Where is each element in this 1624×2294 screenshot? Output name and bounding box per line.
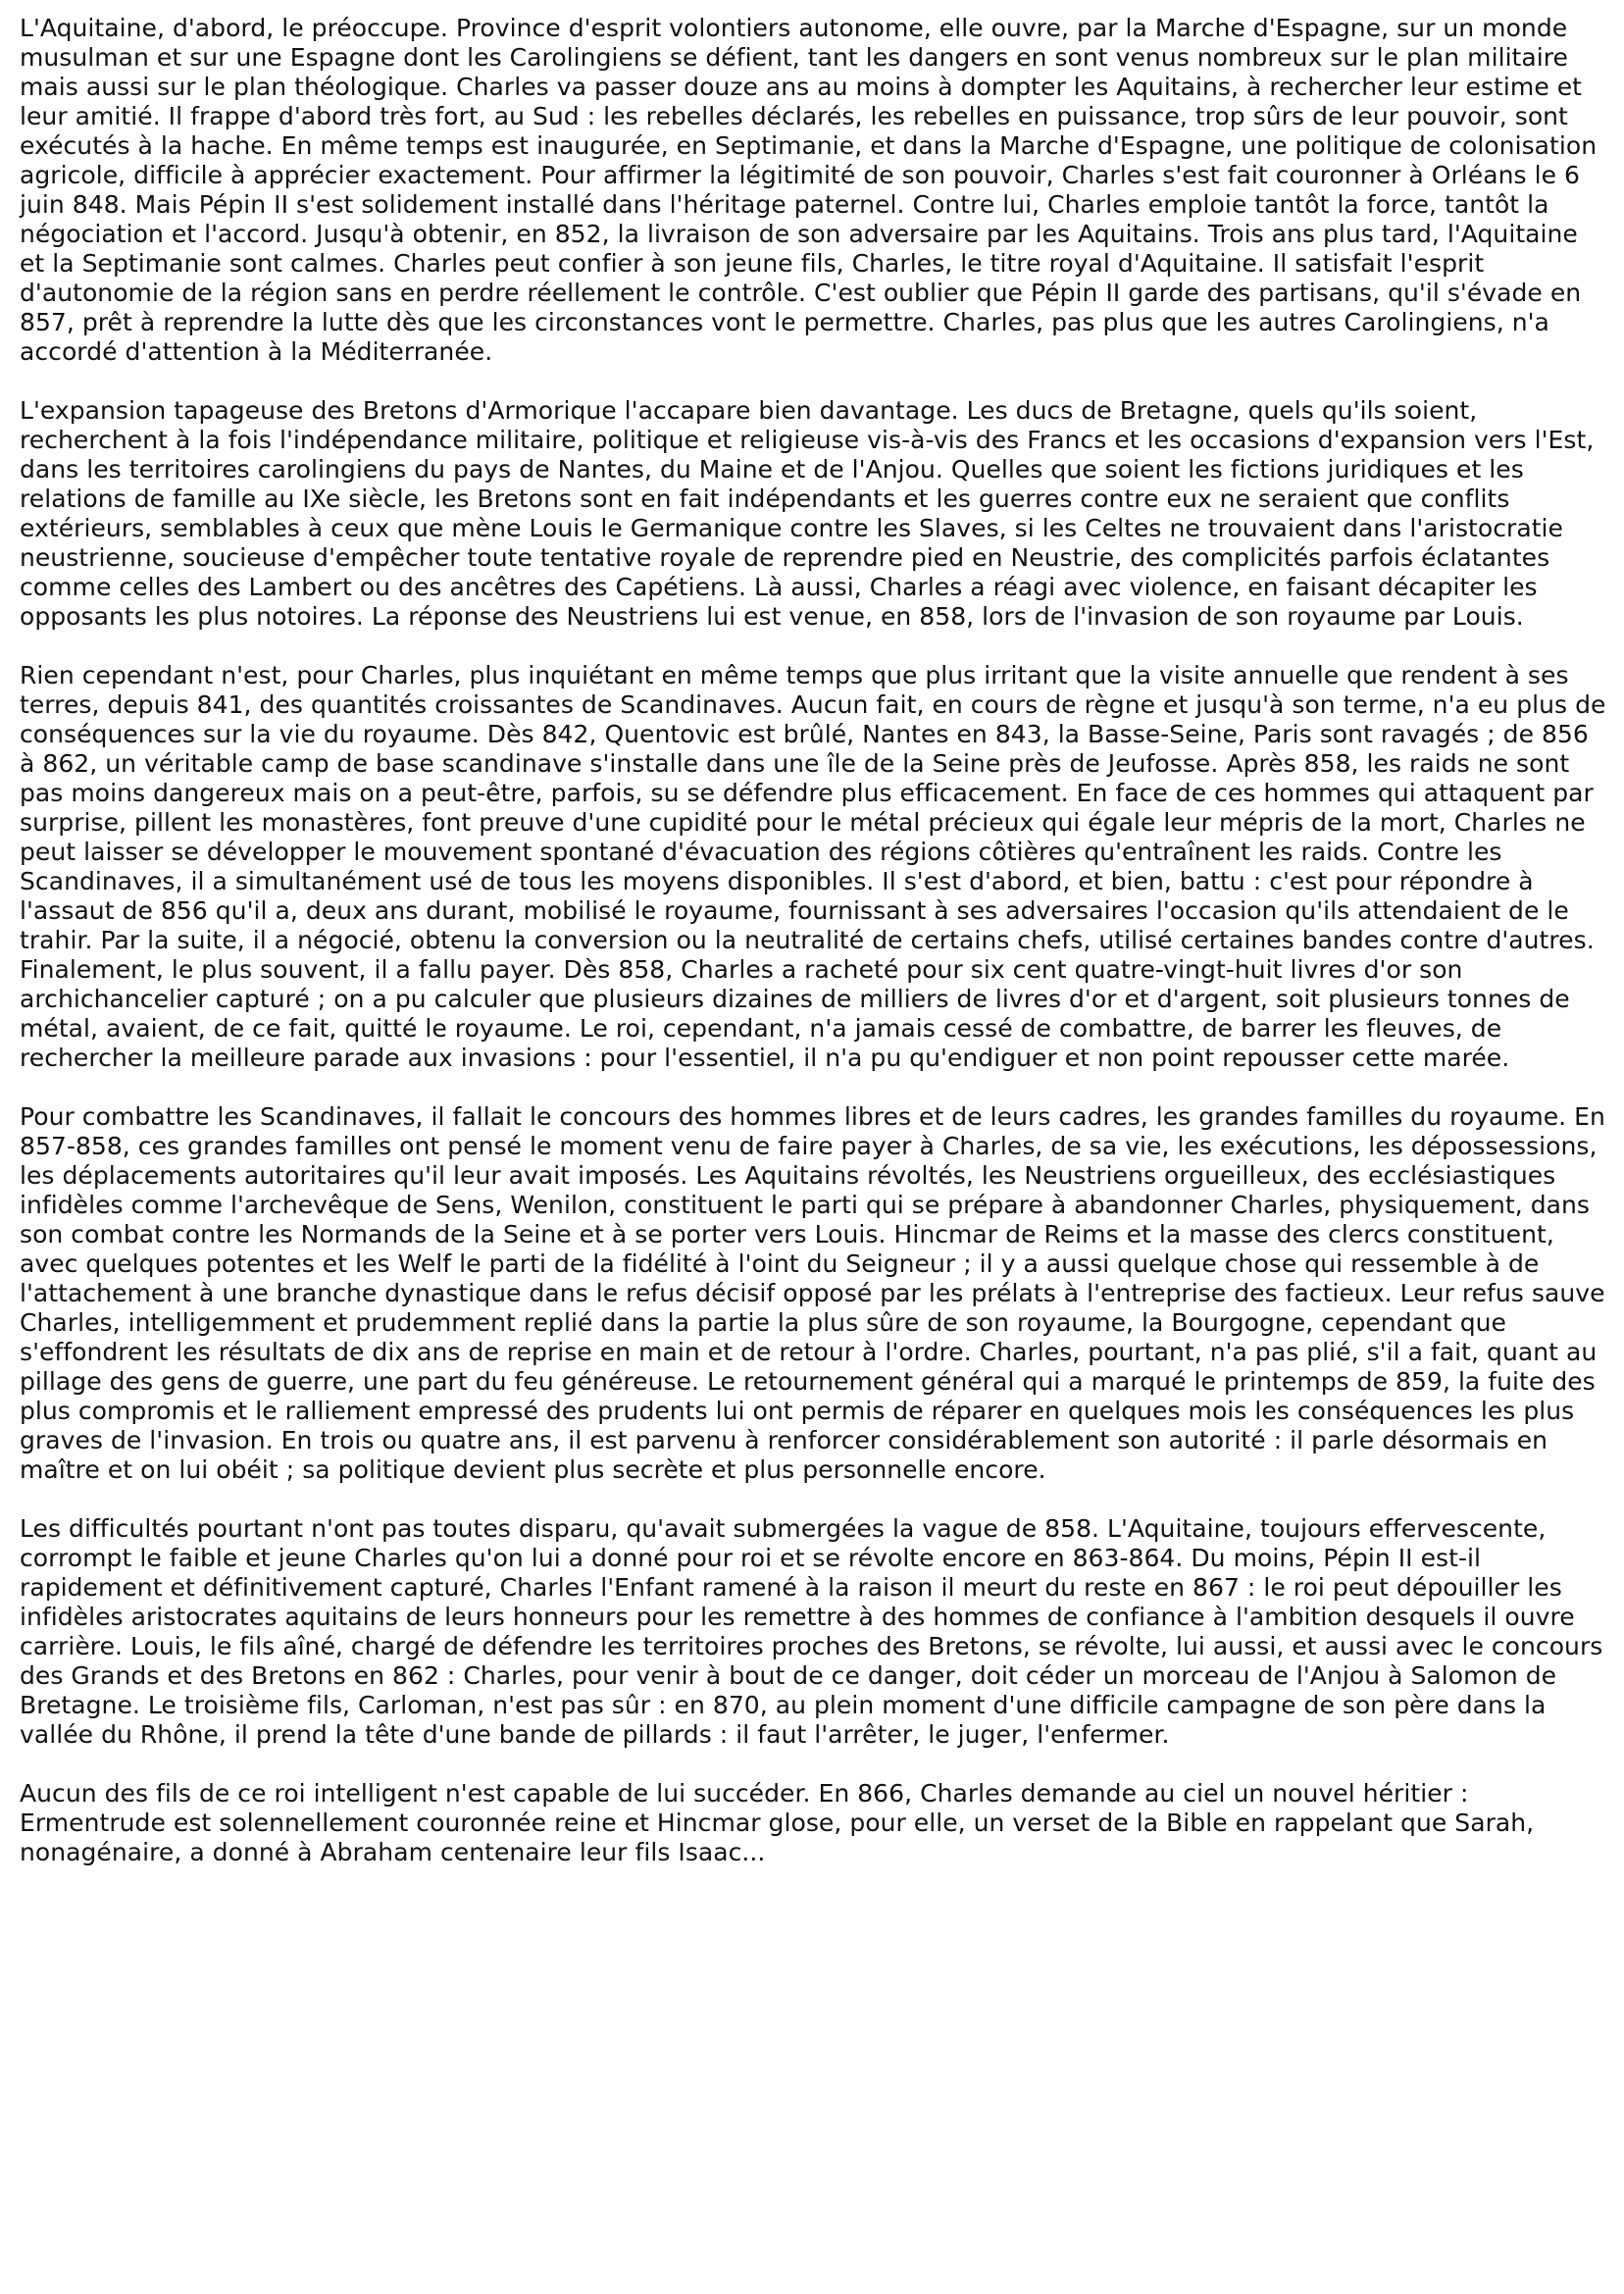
paragraph-scandinaves: Rien cependant n'est, pour Charles, plus inquiétant en même temps que plus irritant que la visite annuelle que rendent à ses terres, depuis 841, des quantités croissantes de Scandinaves. Aucun fait, en cours de règne et jusqu'à son terme, n'a eu plus de conséquences sur la vie du royaume. Dès 842, Quentovic est brûlé, Nantes en 843, la Basse-Seine, Paris sont ravagés ; de 856 à 862, un véritable camp de base scandinave s'installe dans une île de la Seine près de Jeufosse. Après 858, les raids ne sont pas moins dangereux mais on a peut-être, parfois, su se défendre plus efficacement. En face de ces hommes qui attaquent par surprise, pillent les monastères, font preuve d'une cupidité pour le métal précieux qui égale leur mépris de la mort, Charles ne peut laisser se développer le mouvement spontané d'évacuation des régions côtières qu'entraînent les raids. Contre les Scandinaves, il a simultanément usé de tous les moyens disponibles. Il s'est d'abord, et bien, battu : c'est pour répondre à l'assaut de 856 qu'il a, deux ans durant, mobilisé le royaume, fournissant à ses adversaires l'occasion qu'ils attendaient de le trahir. Par la suite, il a négocié, obtenu la conversion ou la neutralité de certains chefs, utilisé certaines bandes contre d'autres. Finalement, le plus souvent, il a fallu payer. Dès 858, Charles a racheté pour six cent quatre-vingt-huit livres d'or son archichancelier capturé ; on a pu calculer que plusieurs dizaines de milliers de livres d'or et d'argent, soit plusieurs tonnes de métal, avaient, de ce fait, quitté le royaume. Le roi, cependant, n'a jamais cessé de combattre, de barrer les fleuves, de rechercher la meilleure parade aux invasions : pour l'essentiel, il n'a pu qu'endiguer et non point repousser cette marée. xyxy=(20,661,1606,1072)
document-body xyxy=(20,14,1608,1867)
paragraph-heritier: Aucun des fils de ce roi intelligent n'est capable de lui succéder. En 866, Charles demande au ciel un nouvel héritier : Ermentrude est solennellement couronnée reine et Hincmar glose, pour elle, un verset de la Bible en rappelant que Sarah, nonagénaire, a donné à Abraham centenaire leur fils Isaac... xyxy=(20,1779,1535,1866)
paragraph-bretons: L'expansion tapageuse des Bretons d'Armorique l'accapare bien davantage. Les ducs de Bretagne, quels qu'ils soient, recherchent à la fois l'indépendance militaire, politique et religieuse vis-à-vis des Francs et les occasions d'expansion vers l'Est, dans les territoires carolingiens du pays de Nantes, du Maine et de l'Anjou. Quelles que soient les fictions juridiques et les relations de famille au IXe siècle, les Bretons sont en fait indépendants et les guerres contre eux ne seraient que conflits extérieurs, semblables à ceux que mène Louis le Germanique contre les Slaves, si les Celtes ne trouvaient dans l'aristocratie neustrienne, soucieuse d'empêcher toute tentative royale de reprendre pied en Neustrie, des complicités parfois éclatantes comme celles des Lambert ou des ancêtres des Capétiens. Là aussi, Charles a réagi avec violence, en faisant décapiter les opposants les plus notoires. La réponse des Neustriens lui est venue, en 858, lors de l'invasion de son royaume par Louis. xyxy=(20,396,1595,631)
paragraph-difficultes: Les difficultés pourtant n'ont pas toutes disparu, qu'avait submergées la vague de 858. L'Aquitaine, toujours effervescente, corrompt le faible et jeune Charles qu'on lui a donné pour roi et se révolte encore en 863-864. Du moins, Pépin II est-il rapidement et définitivement capturé, Charles l'Enfant ramené à la raison il meurt du reste en 867 : le roi peut dépouiller les infidèles aristocrates aquitains de leurs honneurs pour les remettre à des hommes de confiance à l'ambition desquels il ouvre carrière. Louis, le fils aîné, chargé de défendre les territoires proches des Bretons, se révolte, lui aussi, et aussi avec le concours des Grands et des Bretons en 862 : Charles, pour venir à bout de ce danger, doit céder un morceau de l'Anjou à Salomon de Bretagne. Le troisième fils, Carloman, n'est pas sûr : en 870, au plein moment d'une difficile campagne de son père dans la vallée du Rhône, il prend la tête d'une bande de pillards : il faut l'arrêter, le juger, l'enfermer. xyxy=(20,1514,1603,1749)
paragraph-aquitaine: L'Aquitaine, d'abord, le préoccupe. Province d'esprit volontiers autonome, elle ouvre, par la Marche d'Espagne, sur un monde musulman et sur une Espagne dont les Carolingiens se défient, tant les dangers en sont venus nombreux sur le plan militaire mais aussi sur le plan théologique. Charles va passer douze ans au moins à dompter les Aquitains, à rechercher leur estime et leur amitié. Il frappe d'abord très fort, au Sud : les rebelles déclarés, les rebelles en puissance, trop sûrs de leur pouvoir, sont exécutés à la hache. En même temps est inaugurée, en Septimanie, et dans la Marche d'Espagne, une politique de colonisation agricole, difficile à apprécier exactement. Pour affirmer la légitimité de son pouvoir, Charles s'est fait couronner à Orléans le 6 juin 848. Mais Pépin II s'est solidement installé dans l'héritage paternel. Contre lui, Charles emploie tantôt la force, tantôt la négociation et l'accord. Jusqu'à obtenir, en 852, la livraison de son adversaire par les Aquitains. Trois ans plus tard, l'Aquitaine et la Septimanie sont calmes. Charles peut confier à son jeune fils, Charles, le titre royal d'Aquitaine. Il satisfait l'esprit d'autonomie de la région sans en perdre réellement le contrôle. C'est oublier que Pépin II garde des partisans, qu'il s'évade en 857, prêt à reprendre la lutte dès que les circonstances vont le permettre. Charles, pas plus que les autres Carolingiens, n'a accordé d'attention à la Méditerranée. xyxy=(20,14,1598,366)
paragraph-grandes-familles: Pour combattre les Scandinaves, il fallait le concours des hommes libres et de leurs cadres, les grandes familles du royaume. En 857-858, ces grandes familles ont pensé le moment venu de faire payer à Charles, de sa vie, les exécutions, les dépossessions, les déplacements autoritaires qu'il leur avait imposés. Les Aquitains révoltés, les Neustriens orgueilleux, des ecclésiastiques infidèles comme l'archevêque de Sens, Wenilon, constituent le parti qui se prépare à abandonner Charles, physiquement, dans son combat contre les Normands de la Seine et à se porter vers Louis. Hincmar de Reims et la masse des clercs constituent, avec quelques potentes et les Welf le parti de la fidélité à l'oint du Seigneur ; il y a aussi quelque chose qui ressemble à de l'attachement à une branche dynastique dans le refus décisif opposé par les prélats à l'entreprise des factieux. Leur refus sauve Charles, intelligemment et prudemment replié dans la partie la plus sûre de son royaume, la Bourgogne, cependant que s'effondrent les résultats de dix ans de reprise en main et de retour à l'ordre. Charles, pourtant, n'a pas plié, s'il a fait, quant au pillage des gens de guerre, une part du feu généreuse. Le retournement général qui a marqué le printemps de 859, la fuite des plus compromis et le ralliement empressé des prudents lui ont permis de réparer en quelques mois les conséquences les plus graves de l'invasion. En trois ou quatre ans, il est parvenu à renforcer considérablement son autorité : il parle désormais en maître et on lui obéit ; sa politique devient plus secrète et plus personnelle encore. xyxy=(20,1102,1605,1484)
